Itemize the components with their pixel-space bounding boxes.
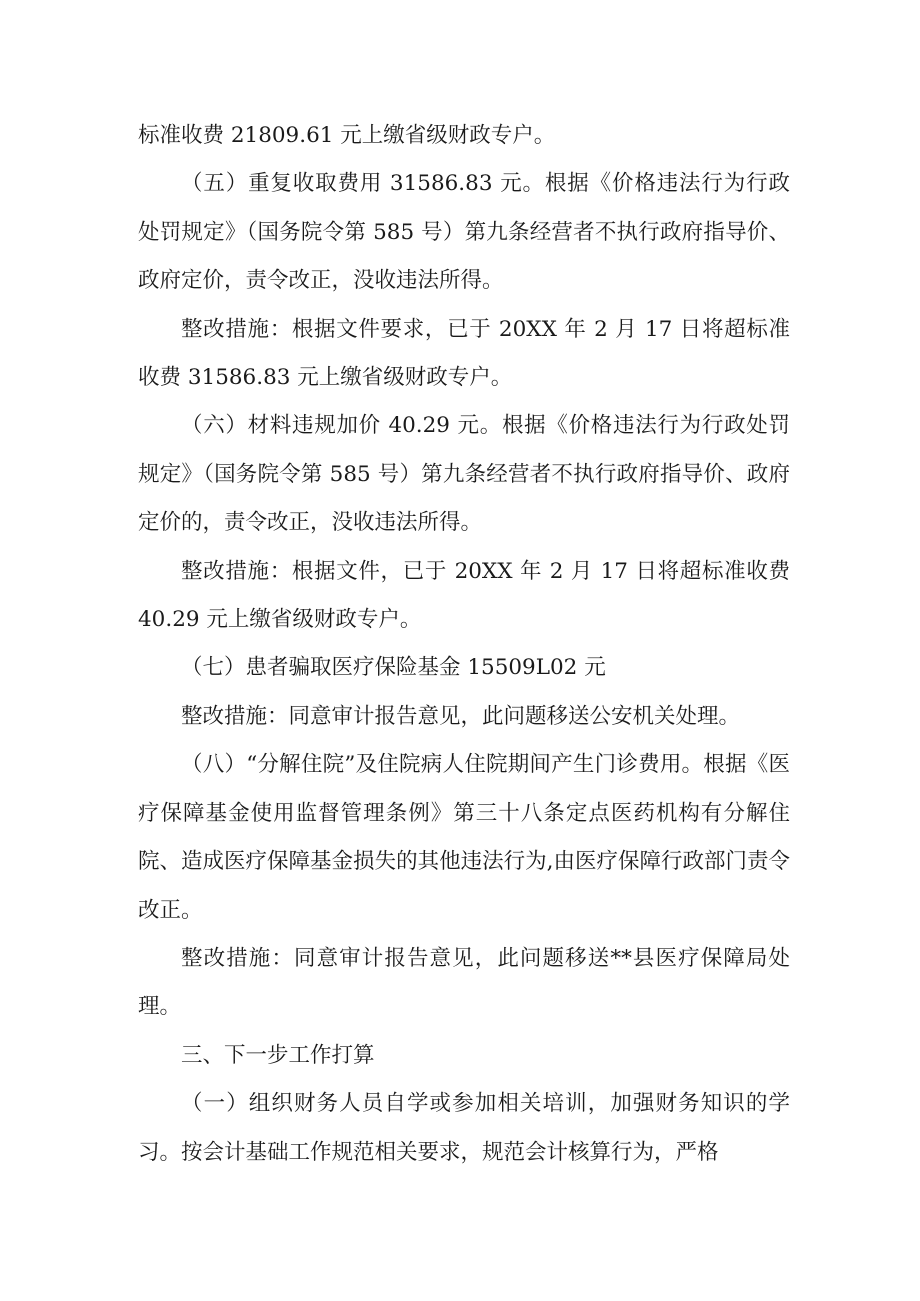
paragraph-rectification-6: 整改措施：根据文件，已于 20XX 年 2 月 17 日将超标准收费 40.29 元上缴省级财政专户。 <box>138 558 790 633</box>
paragraph-item-7-insurance-fraud: （七）患者骗取医疗保险基金 15509L02 元 <box>181 655 606 681</box>
paragraph-rectification-7: 整改措施：同意审计报告意见，此问题移送公安机关处理。 <box>181 703 741 729</box>
paragraph-rectification-5: 整改措施：根据文件要求，已于 20XX 年 2 月 17 日将超标准收费 31586.83 元上缴省级财政专户。 <box>138 316 790 391</box>
document-body <box>138 112 790 1177</box>
paragraph-item-8-split-hospitalization: （八）“分解住院”及住院病人住院期间产生门诊费用。根据《医疗保障基金使用监督管理条例》第三十八条定点医药机构有分解住院、造成医疗保障基金损失的其他违法行为,由医疗保障行政部门责令改正。 <box>138 752 790 923</box>
paragraph-item-5-duplicate-fees: （五）重复收取费用 31586.83 元。根据《价格违法行为行政处罚规定》（国务院令第 585 号）第九条经营者不执行政府指导价、政府定价，责令改正，没收违法所得。 <box>138 171 790 294</box>
paragraph-continuation: 标准收费 21809.61 元上缴省级财政专户。 <box>138 123 556 148</box>
section-heading-next-steps: 三、下一步工作打算 <box>181 1042 375 1068</box>
paragraph-rectification-8: 整改措施：同意审计报告意见，此问题移送**县医疗保障局处理。 <box>138 945 790 1020</box>
paragraph-next-step-1: （一）组织财务人员自学或参加相关培训，加强财务知识的学习。按会计基础工作规范相关要求，规范会计核算行为，严格 <box>138 1091 790 1165</box>
paragraph-item-6-material-markup: （六）材料违规加价 40.29 元。根据《价格违法行为行政处罚规定》（国务院令第 585 号）第九条经营者不执行政府指导价、政府定价的，责令改正，没收违法所得。 <box>138 413 790 536</box>
